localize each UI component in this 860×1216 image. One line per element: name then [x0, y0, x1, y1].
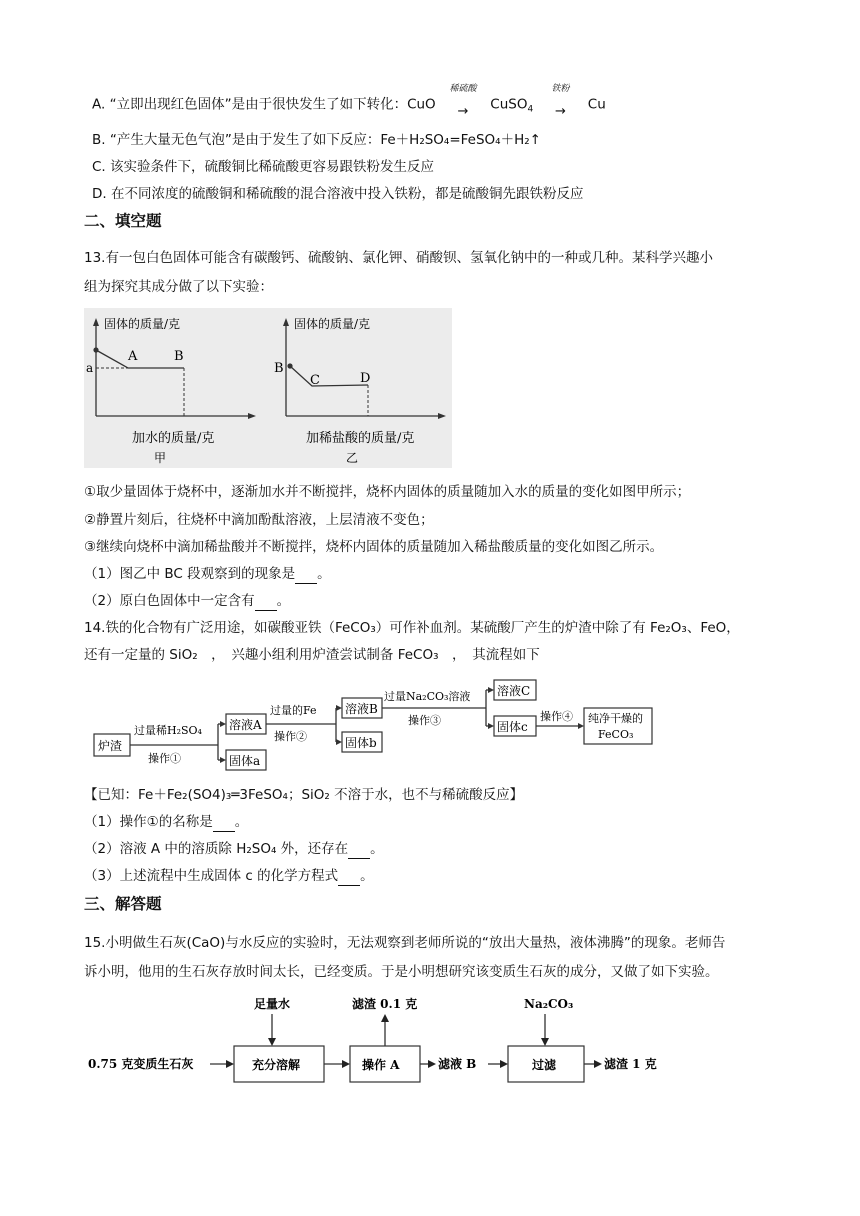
arrow-icon: [336, 739, 342, 745]
flow-op1: 操作①: [148, 752, 181, 765]
arrow-icon: [220, 721, 226, 727]
flow-solidb: 固体b: [345, 736, 377, 750]
yi-ylabel: 固体的质量/克: [294, 317, 371, 331]
jia-label-a: a: [86, 361, 94, 375]
option-a-text: A. “立即出现红色固体”是由于很快发生了如下转化：CuO: [92, 96, 436, 113]
arrow-icon: [428, 1060, 436, 1068]
flow-dissolve: 充分溶解: [252, 1058, 301, 1072]
option-d: D. 在不同浓度的硫酸铜和稀硫酸的混合溶液中投入铁粉，都是硫酸铜先跟铁粉反应: [92, 186, 584, 202]
arrow-icon: [578, 723, 584, 729]
arrow-icon: [594, 1060, 602, 1068]
option-a: A. “立即出现红色固体”是由于很快发生了如下转化：CuO 稀硫酸 → CuSO$_4$ 铁粉 → Cu: [92, 94, 606, 120]
flow-solidc: 固体c: [497, 720, 528, 734]
q14-sub1: [84, 812, 248, 832]
q13-sub1: [84, 564, 331, 584]
flow-product-line1: 纯净干燥的: [588, 712, 643, 725]
section-heading-fill-blank: 二、填空题: [84, 212, 162, 230]
yi-label-C: C: [310, 373, 320, 388]
flow-solC: 溶液C: [497, 684, 531, 698]
q13-step1: ①取少量固体于烧杯中，逐渐加水并不断搅拌，烧杯内固体的质量随加入水的质量的变化如图甲所示；: [84, 484, 691, 500]
yi-xlabel: 加稀盐酸的质量/克: [306, 431, 415, 446]
flow-residue2: 滤渣 1 克: [604, 1057, 657, 1071]
answer-blank[interactable]: [295, 569, 317, 584]
arrow-icon: [541, 1038, 549, 1046]
yi-label-B: B: [274, 361, 284, 376]
flow-solida: 固体a: [229, 754, 261, 768]
period: 。: [360, 868, 374, 884]
jia-start-point: [93, 347, 98, 352]
arrow-icon: [268, 1038, 276, 1046]
jia-xlabel: 加水的质量/克: [132, 431, 215, 446]
arrow-label-2: 铁粉: [551, 84, 570, 94]
q13-sub1-text: （1）图乙中 BC 段观察到的现象是: [84, 566, 296, 582]
q14-sub3-text: （3）上述流程中生成固体 c 的化学方程式: [84, 868, 339, 884]
flow-luzha: 炉渣: [98, 739, 123, 753]
q14-sub1-text: （1）操作①的名称是: [84, 814, 213, 830]
flow-solB: 溶液B: [345, 702, 378, 716]
q14-sub2: [84, 839, 384, 859]
yi-start-point: [287, 363, 292, 368]
jia-caption: 甲: [154, 451, 167, 465]
flow-opA: 操作 A: [362, 1058, 400, 1072]
q13-step2: ②静置片刻后，往烧杯中滴加酚酞溶液，上层清液不变色；: [84, 512, 434, 528]
answer-blank[interactable]: [213, 817, 235, 832]
period: 。: [317, 566, 331, 582]
q14-known: 【已知：Fe＋Fe₂(SO4)₃═3FeSO₄；SiO₂ 不溶于水，也不与稀硫酸反应】: [84, 787, 524, 803]
period: 。: [234, 814, 249, 830]
cu-text: Cu: [587, 96, 606, 113]
jia-label-B: B: [174, 349, 184, 364]
answer-blank[interactable]: [338, 871, 360, 886]
arrow-icon: [488, 687, 494, 693]
q15-flowchart: [84, 994, 684, 1104]
flow-residue1: 滤渣 0.1 克: [352, 997, 418, 1011]
flow-filtrateB: 滤液 B: [438, 1057, 477, 1071]
q13-step3: ③继续向烧杯中滴加稀盐酸并不断搅拌，烧杯内固体的质量随加入稀盐酸质量的变化如图乙所示。: [84, 539, 664, 555]
yi-label-D: D: [360, 371, 371, 386]
reaction-arrow-1: 稀硫酸 →: [440, 94, 486, 115]
q13-sub2-text: （2）原白色固体中一定含有: [84, 593, 255, 609]
flow-reagent3: 过量Na₂CO₃溶液: [384, 690, 471, 703]
yi-caption: 乙: [346, 451, 359, 465]
answer-blank[interactable]: [348, 844, 370, 859]
flow-start: 0.75 克变质生石灰: [88, 1057, 194, 1071]
flow-op4: 操作④: [540, 710, 573, 723]
jia-ylabel: 固体的质量/克: [104, 317, 181, 331]
arrow-icon: [226, 1060, 234, 1068]
arrow-icon: [500, 1060, 508, 1068]
flow-op2: 操作②: [274, 730, 307, 743]
flow-op3: 操作③: [408, 714, 441, 727]
q14-flowchart: [90, 678, 670, 778]
arrow-icon: [336, 705, 342, 711]
cuso-text: CuSO: [490, 96, 528, 113]
flow-product-line2: FeCO₃: [598, 728, 634, 741]
jia-label-A: A: [128, 349, 138, 364]
q14-stem-line1: 14.铁的化合物有广泛用途，如碳酸亚铁（FeCO₃）可作补血剂。某硫酸厂产生的炉渣中除了有 Fe₂O₃、FeO，: [84, 620, 740, 636]
section-heading-answer: 三、解答题: [84, 895, 162, 913]
flow-reagent1: 过量稀H₂SO₄: [134, 724, 202, 737]
answer-blank[interactable]: [255, 596, 277, 611]
flow-reagent2: 过量的Fe: [270, 704, 317, 717]
arrow-label-1: 稀硫酸: [449, 84, 477, 94]
q13-stem-line1: 13.有一包白色固体可能含有碳酸钙、硫酸钠、氯化钾、硝酸钡、氢氧化钠中的一种或几种。某科学兴趣小: [84, 250, 713, 266]
q15-stem-line2: 诉小明，他用的生石灰存放时间太长，已经变质。于是小明想研究该变质生石灰的成分，又做了如下实验。: [84, 964, 719, 980]
q13-graphs: [84, 308, 452, 468]
q15-stem-line1: 15.小明做生石灰(CaO)与水反应的实验时，无法观察到老师所说的“放出大量热，液体沸腾”的现象。老师告: [84, 935, 726, 951]
option-c: C. 该实验条件下，硫酸铜比稀硫酸更容易跟铁粉发生反应: [92, 159, 435, 175]
flow-solA: 溶液A: [229, 718, 262, 732]
flow-na2co3: Na₂CO₃: [524, 997, 574, 1011]
period: 。: [276, 593, 291, 609]
q13-stem-line2: 组为探究其成分做了以下实验：: [84, 279, 273, 295]
period: 。: [370, 841, 384, 857]
arrow-icon: [381, 1014, 389, 1022]
flow-water: 足量水: [254, 997, 291, 1011]
arrow-icon: [342, 1060, 350, 1068]
arrow-icon: [220, 757, 226, 763]
flow-filter: 过滤: [532, 1058, 557, 1072]
q14-stem-line2: 还有一定量的 SiO₂ ， 兴趣小组利用炉渣尝试制备 FeCO₃ ， 其流程如下: [84, 647, 540, 663]
q13-sub2: [84, 591, 290, 611]
option-b: B. “产生大量无色气泡”是由于发生了如下反应：Fe＋H₂SO₄=FeSO₄＋H₂↑: [92, 132, 541, 148]
arrow-icon: [488, 723, 494, 729]
q14-sub3: [84, 866, 374, 886]
q14-sub2-text: （2）溶液 A 中的溶质除 H₂SO₄ 外，还存在: [84, 841, 349, 857]
reaction-arrow-2: 铁粉 →: [538, 94, 584, 115]
